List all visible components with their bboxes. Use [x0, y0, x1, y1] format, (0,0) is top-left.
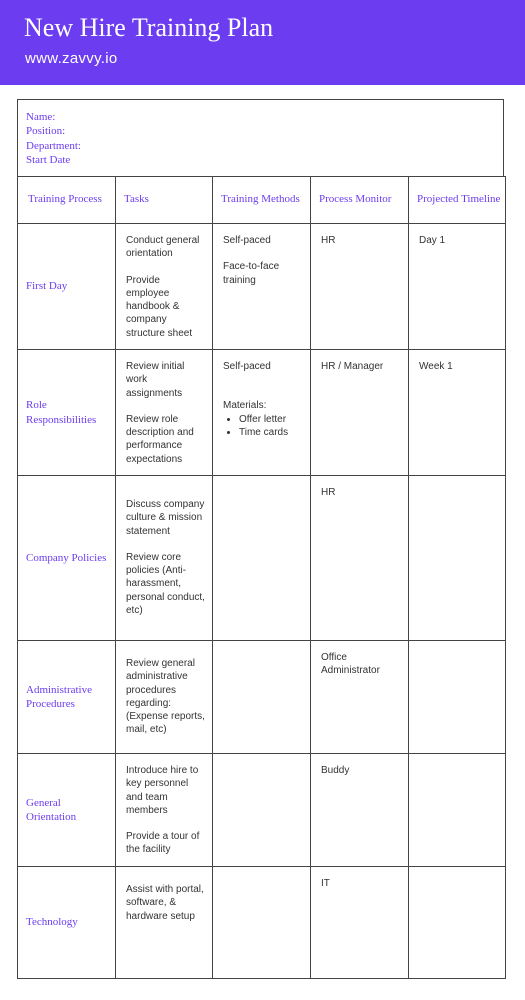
methods-cell	[213, 476, 311, 641]
methods-cell	[213, 350, 311, 476]
table-row	[18, 350, 506, 476]
process-cell: General Orientation	[18, 754, 116, 867]
method-text: Self-paced	[223, 361, 271, 372]
process-cell: Company Policies	[18, 476, 116, 641]
process-cell: Technology	[18, 867, 116, 979]
materials-label: Materials:	[223, 400, 267, 412]
tasks-cell	[116, 754, 213, 867]
task-text: Introduce hire to key personnel and team members	[126, 765, 199, 816]
task-text: Assist with portal, software, & hardware setup	[126, 884, 204, 922]
column-header: Projected Timeline	[409, 177, 506, 224]
page-title: New Hire Training Plan	[24, 13, 274, 42]
department-field-label: Department:	[26, 139, 81, 152]
tasks-cell	[116, 224, 213, 350]
task-text: Discuss company culture & mission statement	[126, 499, 205, 537]
methods-cell	[213, 867, 311, 979]
monitor-cell: HR	[311, 476, 409, 641]
monitor-cell: Office Administrator	[311, 641, 409, 754]
monitor-cell: HR / Manager	[311, 350, 409, 476]
column-header: Training Process	[18, 177, 116, 224]
materials-list	[223, 413, 304, 440]
start-date-field-label: Start Date	[26, 154, 71, 167]
monitor-cell: IT	[311, 867, 409, 979]
methods-cell	[213, 754, 311, 867]
process-cell: Role Responsibilities	[18, 350, 116, 476]
task-text: Review core policies (Anti-harassment, personal conduct, etc)	[126, 551, 205, 617]
task-text: Review initial work assignments	[126, 361, 185, 399]
column-header: Process Monitor	[311, 177, 409, 224]
process-cell: First Day	[18, 224, 116, 350]
column-header: Tasks	[116, 177, 213, 224]
tasks-cell	[116, 350, 213, 476]
task-text: Provide employee handbook & company structure sheet	[126, 274, 193, 339]
timeline-cell	[409, 867, 506, 979]
list-item: • Time cards	[239, 426, 304, 439]
monitor-cell: Buddy	[311, 754, 409, 867]
table-row	[18, 867, 506, 979]
column-header: Training Methods	[213, 177, 311, 224]
employee-info-box	[17, 99, 504, 176]
header-banner	[0, 0, 525, 85]
table-row	[18, 641, 506, 754]
table-row	[18, 476, 506, 641]
timeline-cell: Day 1	[409, 224, 506, 350]
tasks-cell	[116, 476, 213, 641]
timeline-cell	[409, 641, 506, 754]
table-row	[18, 224, 506, 350]
task-text: Review role description and performance expectations	[126, 413, 194, 465]
monitor-cell: HR	[311, 224, 409, 350]
website-link[interactable]: www.zavvy.io	[25, 50, 118, 67]
method-text: Face-to-face training	[223, 261, 280, 286]
position-field-label: Position:	[26, 125, 66, 138]
list-item: • Offer letter	[239, 413, 304, 426]
task-text: Review general administrative procedures regarding: (Expense reports, mail, etc)	[126, 658, 205, 736]
timeline-cell	[409, 476, 506, 641]
methods-cell	[213, 641, 311, 754]
name-field-label: Name:	[26, 111, 56, 123]
methods-cell	[213, 224, 311, 350]
tasks-cell	[116, 867, 213, 979]
method-text: Self-paced	[223, 235, 271, 246]
task-text: Conduct general orientation	[126, 235, 200, 260]
process-cell: Administrative Procedures	[18, 641, 116, 754]
task-text: Provide a tour of the facility	[126, 831, 200, 856]
tasks-cell	[116, 641, 213, 754]
timeline-cell	[409, 754, 506, 867]
table-row	[18, 754, 506, 867]
table-header-row	[18, 177, 506, 224]
timeline-cell: Week 1	[409, 350, 506, 476]
training-plan-table	[17, 176, 506, 979]
